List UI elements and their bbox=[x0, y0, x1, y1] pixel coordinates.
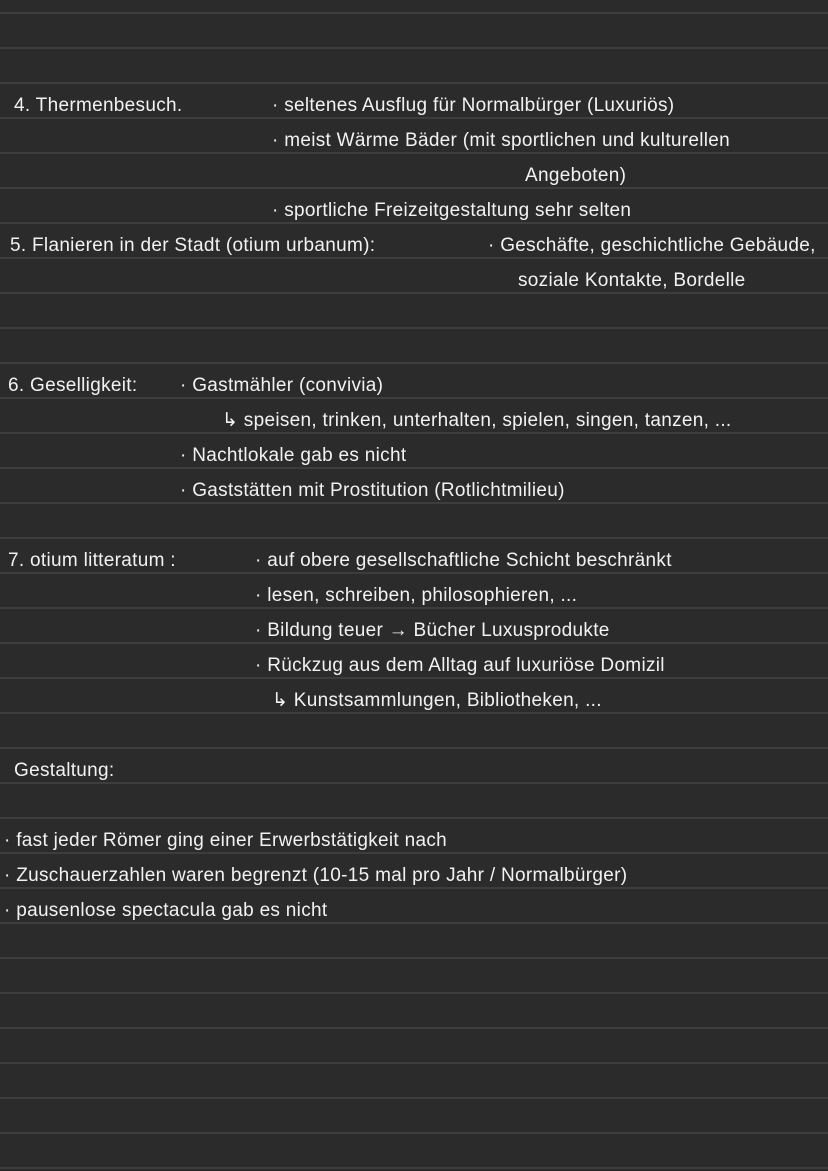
section-5-heading: 5. Flanieren in der Stadt (otium urbanum): bbox=[10, 235, 376, 256]
note-line: · fast jeder Römer ging einer Erwerbstätigkeit nach bbox=[4, 830, 447, 851]
note-line: ↳ Kunstsammlungen, Bibliotheken, ... bbox=[272, 690, 602, 711]
note-line: · Gaststätten mit Prostitution (Rotlichtmilieu) bbox=[180, 480, 565, 501]
section-6-heading: 6. Geselligkeit: bbox=[8, 375, 138, 396]
note-line: · lesen, schreiben, philosophieren, ... bbox=[255, 585, 578, 606]
note-line: · Nachtlokale gab es nicht bbox=[180, 445, 407, 466]
note-line: · seltenes Ausflug für Normalbürger (Luxuriös) bbox=[272, 95, 675, 116]
note-line: Angeboten) bbox=[525, 165, 627, 186]
note-line: · Zuschauerzahlen waren begrenzt (10-15 mal pro Jahr / Normalbürger) bbox=[4, 865, 628, 886]
note-line: · meist Wärme Bäder (mit sportlichen und kulturellen bbox=[272, 130, 731, 151]
section-4-heading: 4. Thermenbesuch. bbox=[14, 95, 183, 116]
note-line: soziale Kontakte, Bordelle bbox=[518, 270, 746, 291]
note-line: · pausenlose spectacula gab es nicht bbox=[4, 900, 328, 921]
note-line: · Geschäfte, geschichtliche Gebäude, bbox=[488, 235, 816, 256]
note-line: · Bildung teuer → Bücher Luxusprodukte bbox=[255, 620, 610, 641]
note-line: · sportliche Freizeitgestaltung sehr selten bbox=[272, 200, 632, 221]
note-line: ↳ speisen, trinken, unterhalten, spielen, singen, tanzen, ... bbox=[222, 410, 732, 431]
note-line: · auf obere gesellschaftliche Schicht beschränkt bbox=[255, 550, 672, 571]
section-7-heading: 7. otium litteratum : bbox=[8, 550, 176, 571]
note-line: · Gastmähler (convivia) bbox=[180, 375, 384, 396]
note-line: · Rückzug aus dem Alltag auf luxuriöse Domizil bbox=[255, 655, 665, 676]
gestaltung-heading-text: Gestaltung: bbox=[14, 760, 115, 781]
